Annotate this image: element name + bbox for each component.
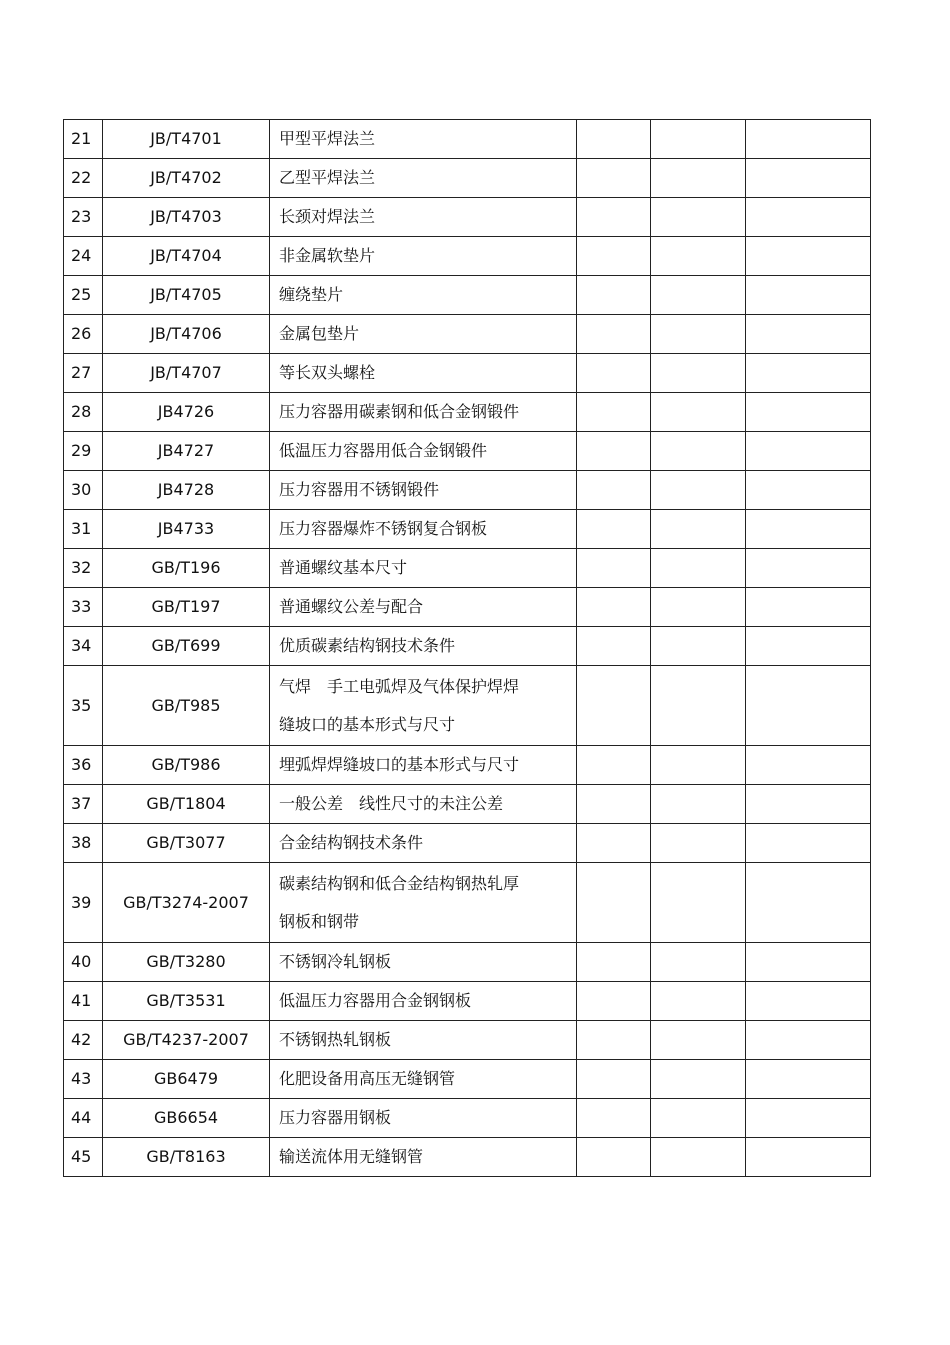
standard-name <box>270 510 577 549</box>
standard-code: JB4727 <box>103 432 270 471</box>
row-number: 45 <box>64 1138 103 1177</box>
empty-cell-a <box>577 943 651 982</box>
empty-cell-c <box>746 1099 871 1138</box>
empty-cell-c <box>746 237 871 276</box>
standard-name <box>270 746 577 785</box>
empty-cell-b <box>651 666 746 746</box>
empty-cell-c <box>746 588 871 627</box>
row-number: 40 <box>64 943 103 982</box>
row-number: 25 <box>64 276 103 315</box>
empty-cell-c <box>746 982 871 1021</box>
empty-cell-c <box>746 510 871 549</box>
standard-code: JB/T4707 <box>103 354 270 393</box>
standard-code: GB/T3531 <box>103 982 270 1021</box>
table-row <box>64 432 871 471</box>
empty-cell-b <box>651 393 746 432</box>
standard-name-line: 等长双头螺栓 <box>279 363 376 382</box>
standard-name <box>270 943 577 982</box>
empty-cell-c <box>746 432 871 471</box>
standard-name-line: 金属包垫片 <box>279 324 360 343</box>
standard-name <box>270 471 577 510</box>
table-row <box>64 198 871 237</box>
empty-cell-c <box>746 198 871 237</box>
empty-cell-a <box>577 159 651 198</box>
empty-cell-c <box>746 1138 871 1177</box>
standard-name <box>270 1099 577 1138</box>
empty-cell-b <box>651 510 746 549</box>
empty-cell-a <box>577 276 651 315</box>
standard-code: GB/T3274-2007 <box>103 863 270 943</box>
empty-cell-a <box>577 982 651 1021</box>
row-number: 31 <box>64 510 103 549</box>
standard-code: GB/T197 <box>103 588 270 627</box>
empty-cell-c <box>746 1021 871 1060</box>
table-row <box>64 1099 871 1138</box>
empty-cell-a <box>577 1060 651 1099</box>
empty-cell-a <box>577 863 651 943</box>
standard-name-line: 压力容器用碳素钢和低合金钢锻件 <box>279 402 520 421</box>
standard-name <box>270 666 577 746</box>
table-row <box>64 943 871 982</box>
standard-name <box>270 549 577 588</box>
row-number: 38 <box>64 824 103 863</box>
empty-cell-b <box>651 549 746 588</box>
standard-name-line: 缠绕垫片 <box>279 285 344 304</box>
empty-cell-c <box>746 471 871 510</box>
empty-cell-c <box>746 354 871 393</box>
table-row <box>64 237 871 276</box>
standard-name <box>270 785 577 824</box>
standard-name <box>270 1060 577 1099</box>
empty-cell-b <box>651 432 746 471</box>
standard-name-line: 压力容器用不锈钢锻件 <box>279 480 440 499</box>
standard-code: JB/T4704 <box>103 237 270 276</box>
standard-name <box>270 198 577 237</box>
standard-name-line: 乙型平焊法兰 <box>279 168 376 187</box>
empty-cell-b <box>651 1021 746 1060</box>
empty-cell-a <box>577 354 651 393</box>
row-number: 36 <box>64 746 103 785</box>
standard-name <box>270 237 577 276</box>
standard-name-line: 气焊 手工电弧焊及气体保护焊焊 <box>279 676 520 696</box>
row-number: 37 <box>64 785 103 824</box>
empty-cell-b <box>651 354 746 393</box>
row-number: 33 <box>64 588 103 627</box>
standard-name-line: 化肥设备用高压无缝钢管 <box>279 1069 456 1088</box>
empty-cell-b <box>651 120 746 159</box>
empty-cell-b <box>651 982 746 1021</box>
standard-name-line: 非金属软垫片 <box>279 246 376 265</box>
table-row <box>64 276 871 315</box>
empty-cell-a <box>577 198 651 237</box>
empty-cell-b <box>651 943 746 982</box>
standard-name-line: 低温压力容器用合金钢钢板 <box>279 991 472 1010</box>
standard-name-line: 优质碳素结构钢技术条件 <box>279 636 456 655</box>
standard-code: GB/T3280 <box>103 943 270 982</box>
row-number: 34 <box>64 627 103 666</box>
row-number: 30 <box>64 471 103 510</box>
empty-cell-a <box>577 1099 651 1138</box>
empty-cell-a <box>577 393 651 432</box>
standard-name-line: 埋弧焊焊缝坡口的基本形式与尺寸 <box>279 755 520 774</box>
empty-cell-b <box>651 198 746 237</box>
standard-name-line: 输送流体用无缝钢管 <box>279 1147 424 1166</box>
row-number: 28 <box>64 393 103 432</box>
table-row <box>64 354 871 393</box>
standard-code: GB/T985 <box>103 666 270 746</box>
row-number: 32 <box>64 549 103 588</box>
table-row <box>64 746 871 785</box>
empty-cell-c <box>746 1060 871 1099</box>
empty-cell-b <box>651 471 746 510</box>
table-row <box>64 393 871 432</box>
empty-cell-a <box>577 549 651 588</box>
empty-cell-c <box>746 315 871 354</box>
standard-name <box>270 824 577 863</box>
standard-name <box>270 276 577 315</box>
standard-code: GB/T1804 <box>103 785 270 824</box>
table-row <box>64 471 871 510</box>
standard-code: GB/T3077 <box>103 824 270 863</box>
empty-cell-a <box>577 471 651 510</box>
empty-cell-b <box>651 863 746 943</box>
standard-name <box>270 1021 577 1060</box>
empty-cell-b <box>651 627 746 666</box>
empty-cell-c <box>746 666 871 746</box>
empty-cell-c <box>746 943 871 982</box>
empty-cell-a <box>577 666 651 746</box>
standard-name <box>270 120 577 159</box>
row-number: 39 <box>64 863 103 943</box>
standard-code: GB/T8163 <box>103 1138 270 1177</box>
row-number: 41 <box>64 982 103 1021</box>
standard-code: JB/T4705 <box>103 276 270 315</box>
table-row <box>64 159 871 198</box>
standard-code: JB4726 <box>103 393 270 432</box>
empty-cell-b <box>651 746 746 785</box>
standard-code: GB/T699 <box>103 627 270 666</box>
row-number: 26 <box>64 315 103 354</box>
standard-name <box>270 982 577 1021</box>
table-row <box>64 666 871 746</box>
standard-code: JB/T4702 <box>103 159 270 198</box>
empty-cell-a <box>577 510 651 549</box>
standard-name-line: 甲型平焊法兰 <box>279 129 376 148</box>
empty-cell-b <box>651 276 746 315</box>
empty-cell-a <box>577 1021 651 1060</box>
empty-cell-b <box>651 159 746 198</box>
empty-cell-a <box>577 432 651 471</box>
row-number: 29 <box>64 432 103 471</box>
empty-cell-b <box>651 785 746 824</box>
standard-name-line: 不锈钢热轧钢板 <box>279 1030 392 1049</box>
empty-cell-a <box>577 785 651 824</box>
table-row <box>64 120 871 159</box>
standard-name-line: 碳素结构钢和低合金结构钢热轧厚 <box>279 873 520 893</box>
standard-name <box>270 863 577 943</box>
empty-cell-a <box>577 588 651 627</box>
empty-cell-a <box>577 746 651 785</box>
standard-code: GB6654 <box>103 1099 270 1138</box>
table-row <box>64 824 871 863</box>
standards-table-body <box>64 120 871 1177</box>
standard-code: GB/T4237-2007 <box>103 1021 270 1060</box>
standard-code: GB/T196 <box>103 549 270 588</box>
row-number: 42 <box>64 1021 103 1060</box>
table-row <box>64 627 871 666</box>
standard-code: JB/T4703 <box>103 198 270 237</box>
empty-cell-c <box>746 393 871 432</box>
empty-cell-b <box>651 824 746 863</box>
standard-name <box>270 393 577 432</box>
empty-cell-b <box>651 237 746 276</box>
standard-name-line: 压力容器用钢板 <box>279 1108 392 1127</box>
standard-name-line: 一般公差 线性尺寸的未注公差 <box>279 794 504 813</box>
standard-name-line: 长颈对焊法兰 <box>279 207 376 226</box>
standard-name-line: 压力容器爆炸不锈钢复合钢板 <box>279 519 488 538</box>
row-number: 23 <box>64 198 103 237</box>
standard-name-line: 缝坡口的基本形式与尺寸 <box>279 714 456 734</box>
standards-table <box>63 119 871 1177</box>
standard-name-line: 普通螺纹基本尺寸 <box>279 558 408 577</box>
empty-cell-c <box>746 120 871 159</box>
empty-cell-c <box>746 863 871 943</box>
table-row <box>64 1138 871 1177</box>
standard-name-line: 普通螺纹公差与配合 <box>279 597 424 616</box>
row-number: 43 <box>64 1060 103 1099</box>
standard-name <box>270 315 577 354</box>
empty-cell-c <box>746 549 871 588</box>
empty-cell-c <box>746 824 871 863</box>
empty-cell-a <box>577 120 651 159</box>
empty-cell-c <box>746 746 871 785</box>
table-row <box>64 1021 871 1060</box>
empty-cell-c <box>746 276 871 315</box>
empty-cell-c <box>746 785 871 824</box>
table-row <box>64 588 871 627</box>
empty-cell-b <box>651 1138 746 1177</box>
standard-code: JB4733 <box>103 510 270 549</box>
standard-name-line: 不锈钢冷轧钢板 <box>279 952 392 971</box>
standard-code: JB4728 <box>103 471 270 510</box>
row-number: 24 <box>64 237 103 276</box>
standard-code: GB/T986 <box>103 746 270 785</box>
standard-name <box>270 354 577 393</box>
standard-name-line: 低温压力容器用低合金钢锻件 <box>279 441 488 460</box>
row-number: 27 <box>64 354 103 393</box>
empty-cell-a <box>577 1138 651 1177</box>
row-number: 35 <box>64 666 103 746</box>
table-row <box>64 1060 871 1099</box>
standard-name <box>270 627 577 666</box>
empty-cell-b <box>651 1060 746 1099</box>
standard-name <box>270 1138 577 1177</box>
standard-name-line: 合金结构钢技术条件 <box>279 833 424 852</box>
standard-code: JB/T4706 <box>103 315 270 354</box>
standard-name <box>270 432 577 471</box>
empty-cell-b <box>651 1099 746 1138</box>
standard-name-line: 钢板和钢带 <box>279 911 360 931</box>
table-row <box>64 315 871 354</box>
standard-code: GB6479 <box>103 1060 270 1099</box>
empty-cell-c <box>746 159 871 198</box>
standard-name <box>270 159 577 198</box>
table-row <box>64 863 871 943</box>
standard-code: JB/T4701 <box>103 120 270 159</box>
row-number: 44 <box>64 1099 103 1138</box>
empty-cell-c <box>746 627 871 666</box>
table-row <box>64 785 871 824</box>
table-row <box>64 549 871 588</box>
empty-cell-a <box>577 824 651 863</box>
empty-cell-a <box>577 627 651 666</box>
table-row <box>64 510 871 549</box>
empty-cell-a <box>577 237 651 276</box>
table-row <box>64 982 871 1021</box>
empty-cell-b <box>651 315 746 354</box>
empty-cell-a <box>577 315 651 354</box>
standard-name <box>270 588 577 627</box>
row-number: 21 <box>64 120 103 159</box>
empty-cell-b <box>651 588 746 627</box>
row-number: 22 <box>64 159 103 198</box>
